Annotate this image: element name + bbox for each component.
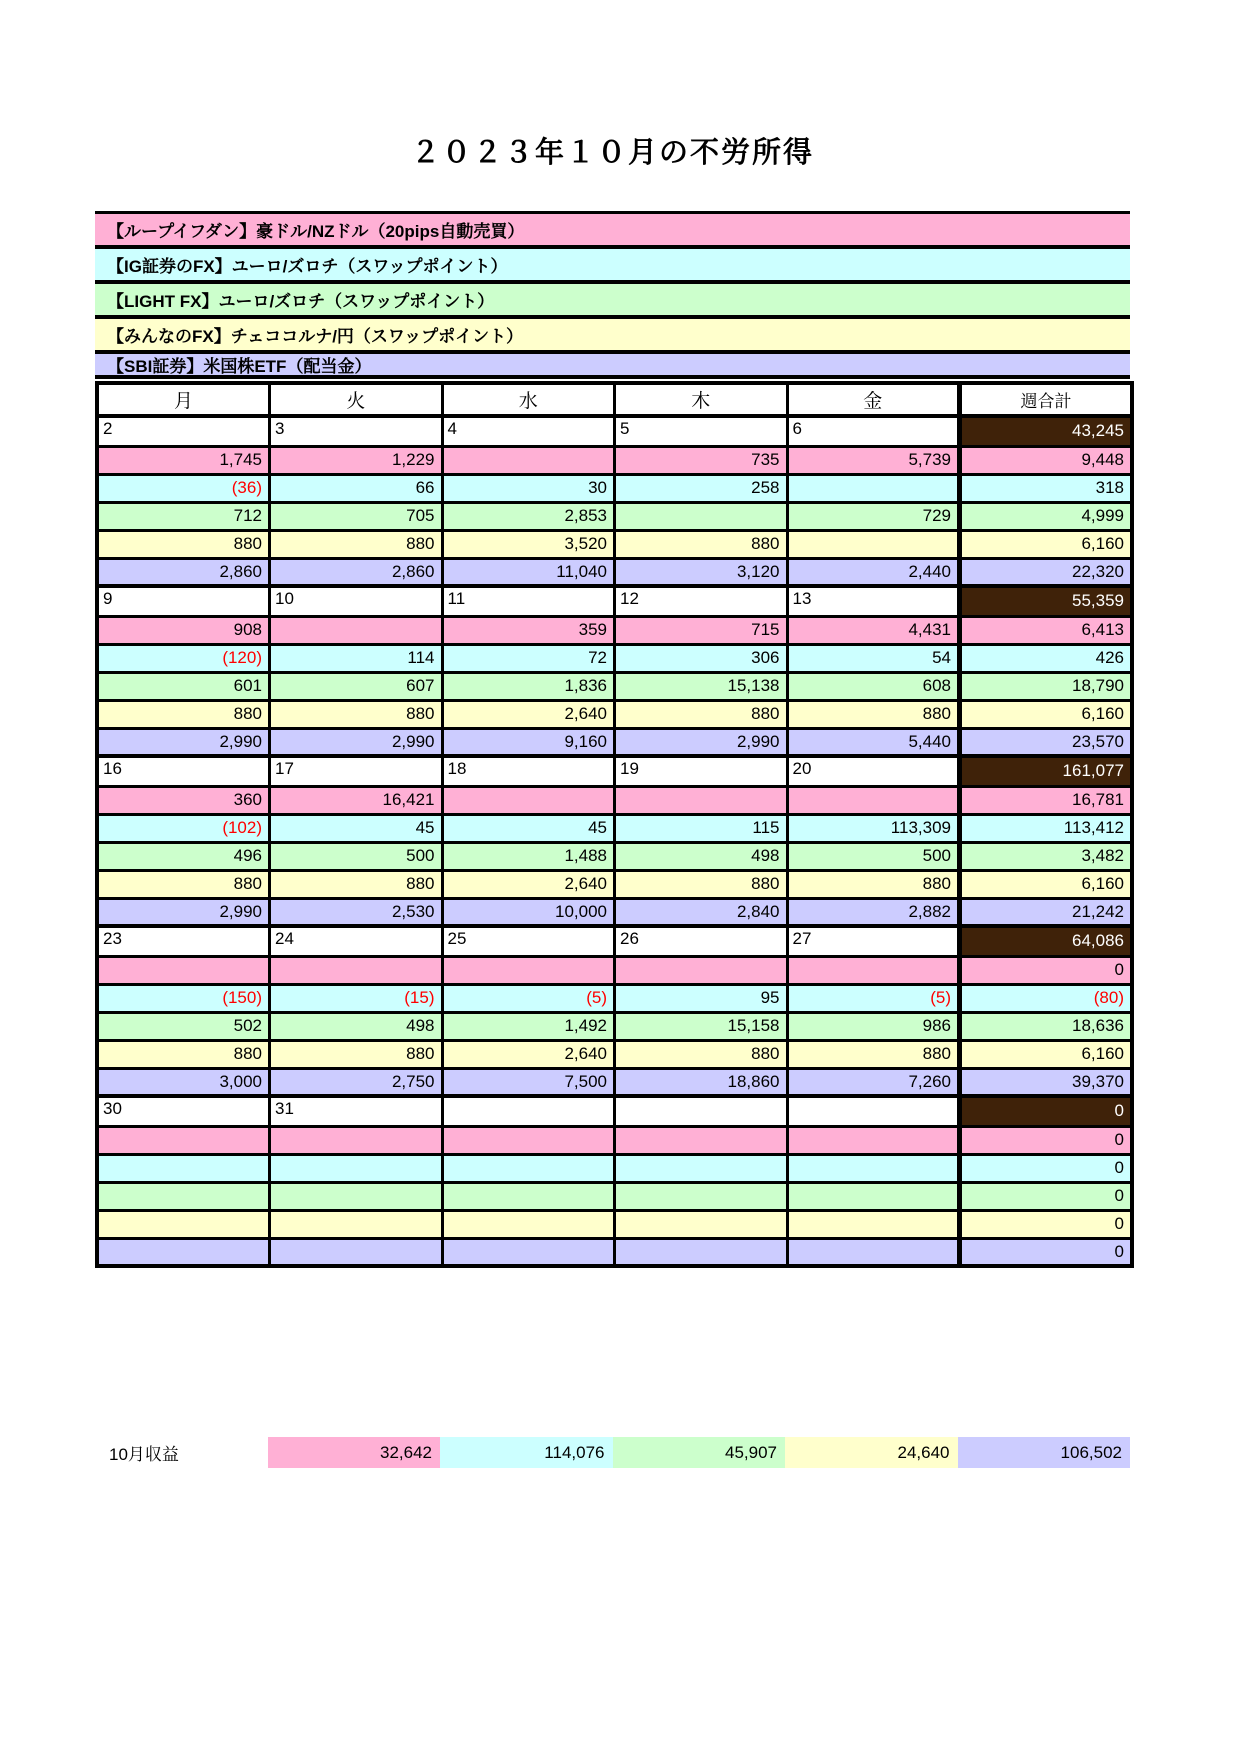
week-5-row-light-fx-eur-pln bbox=[97, 1182, 1132, 1210]
value-cell: 880 bbox=[270, 530, 443, 558]
row-total-cell: 318 bbox=[960, 474, 1133, 502]
row-total-cell: 23,570 bbox=[960, 728, 1133, 756]
value-cell: 1,836 bbox=[442, 672, 615, 700]
value-cell: 498 bbox=[270, 1012, 443, 1040]
legend-label: 【LIGHT FX】ユーロ/ズロチ（スワップポイント） bbox=[107, 292, 495, 311]
value-cell: 258 bbox=[615, 474, 788, 502]
row-total-cell: 6,160 bbox=[960, 530, 1133, 558]
legend-item-minna-fx-czk-jpy bbox=[95, 319, 1130, 354]
header-weekday: 水 bbox=[442, 383, 615, 416]
value-cell bbox=[787, 530, 960, 558]
day-cell: 12 bbox=[615, 586, 788, 616]
value-cell: 115 bbox=[615, 814, 788, 842]
day-cell: 31 bbox=[270, 1096, 443, 1126]
value-cell: 2,640 bbox=[442, 700, 615, 728]
value-cell bbox=[787, 1154, 960, 1182]
value-cell: 1,488 bbox=[442, 842, 615, 870]
value-cell: (15) bbox=[270, 984, 443, 1012]
value-cell: (120) bbox=[97, 644, 270, 672]
value-cell: 496 bbox=[97, 842, 270, 870]
value-cell: 72 bbox=[442, 644, 615, 672]
monthly-total-purple: 106,502 bbox=[958, 1437, 1131, 1468]
value-cell: 500 bbox=[787, 842, 960, 870]
value-cell: 7,260 bbox=[787, 1068, 960, 1096]
legend-label: 【ループイフダン】豪ドル/NZドル（20pips自動売買） bbox=[107, 222, 525, 241]
value-cell: 2,990 bbox=[97, 728, 270, 756]
legend-label: 【みんなのFX】チェココルナ/円（スワップポイント） bbox=[107, 327, 524, 346]
week-4-row-loop-ifdan-aud-nzd bbox=[97, 956, 1132, 984]
week-1-row-ig-fx-eur-pln bbox=[97, 474, 1132, 502]
value-cell bbox=[97, 1126, 270, 1154]
header-weekday: 金 bbox=[787, 383, 960, 416]
value-cell: 2,860 bbox=[270, 558, 443, 586]
value-cell: (5) bbox=[787, 984, 960, 1012]
value-cell: 500 bbox=[270, 842, 443, 870]
value-cell: 880 bbox=[97, 530, 270, 558]
value-cell: (5) bbox=[442, 984, 615, 1012]
week-4-day-row bbox=[97, 926, 1132, 956]
day-cell: 27 bbox=[787, 926, 960, 956]
legend-label: 【IG証券のFX】ユーロ/ズロチ（スワップポイント） bbox=[107, 257, 508, 276]
value-cell bbox=[442, 1126, 615, 1154]
row-total-cell: 426 bbox=[960, 644, 1133, 672]
value-cell: 3,000 bbox=[97, 1068, 270, 1096]
value-cell bbox=[442, 1154, 615, 1182]
value-cell: 3,120 bbox=[615, 558, 788, 586]
value-cell bbox=[97, 1210, 270, 1238]
week-total-cell: 0 bbox=[960, 1096, 1133, 1126]
value-cell: 880 bbox=[615, 700, 788, 728]
value-cell: 880 bbox=[615, 1040, 788, 1068]
value-cell bbox=[615, 1154, 788, 1182]
row-total-cell: 9,448 bbox=[960, 446, 1133, 474]
value-cell: 1,492 bbox=[442, 1012, 615, 1040]
value-cell: 2,990 bbox=[270, 728, 443, 756]
value-cell: 601 bbox=[97, 672, 270, 700]
week-5-row-loop-ifdan-aud-nzd bbox=[97, 1126, 1132, 1154]
legend-item-loop-ifdan-aud-nzd bbox=[95, 214, 1130, 249]
value-cell: 7,500 bbox=[442, 1068, 615, 1096]
day-cell: 16 bbox=[97, 756, 270, 786]
value-cell bbox=[615, 502, 788, 530]
value-cell: 880 bbox=[270, 1040, 443, 1068]
value-cell: (102) bbox=[97, 814, 270, 842]
value-cell: (36) bbox=[97, 474, 270, 502]
row-total-cell: 39,370 bbox=[960, 1068, 1133, 1096]
day-cell: 4 bbox=[442, 416, 615, 446]
value-cell bbox=[270, 956, 443, 984]
week-2-row-ig-fx-eur-pln bbox=[97, 644, 1132, 672]
value-cell: 2,840 bbox=[615, 898, 788, 926]
monthly-total-pink: 32,642 bbox=[268, 1437, 441, 1468]
day-cell bbox=[442, 1096, 615, 1126]
value-cell: 880 bbox=[270, 870, 443, 898]
legend-item-sbi-us-etf bbox=[95, 354, 1130, 379]
row-total-cell: 18,790 bbox=[960, 672, 1133, 700]
week-3-row-ig-fx-eur-pln bbox=[97, 814, 1132, 842]
day-cell: 19 bbox=[615, 756, 788, 786]
value-cell: 2,750 bbox=[270, 1068, 443, 1096]
row-total-cell: 0 bbox=[960, 956, 1133, 984]
row-total-cell: 0 bbox=[960, 1126, 1133, 1154]
value-cell bbox=[97, 956, 270, 984]
value-cell: 10,000 bbox=[442, 898, 615, 926]
value-cell bbox=[442, 1238, 615, 1266]
week-total-cell: 64,086 bbox=[960, 926, 1133, 956]
value-cell: 16,421 bbox=[270, 786, 443, 814]
value-cell: 306 bbox=[615, 644, 788, 672]
week-total-cell: 161,077 bbox=[960, 756, 1133, 786]
week-1-row-loop-ifdan-aud-nzd bbox=[97, 446, 1132, 474]
day-cell: 13 bbox=[787, 586, 960, 616]
row-total-cell: 113,412 bbox=[960, 814, 1133, 842]
week-2-row-loop-ifdan-aud-nzd bbox=[97, 616, 1132, 644]
week-4-row-light-fx-eur-pln bbox=[97, 1012, 1132, 1040]
row-total-cell: 0 bbox=[960, 1154, 1133, 1182]
page-title: ２０２３年１０月の不労所得 bbox=[410, 137, 814, 169]
value-cell: 880 bbox=[97, 700, 270, 728]
value-cell bbox=[615, 786, 788, 814]
week-3-row-sbi-us-etf bbox=[97, 898, 1132, 926]
row-total-cell: 6,413 bbox=[960, 616, 1133, 644]
week-2-row-light-fx-eur-pln bbox=[97, 672, 1132, 700]
row-total-cell: (80) bbox=[960, 984, 1133, 1012]
value-cell bbox=[97, 1182, 270, 1210]
row-total-cell: 0 bbox=[960, 1182, 1133, 1210]
value-cell: 54 bbox=[787, 644, 960, 672]
value-cell: 880 bbox=[787, 870, 960, 898]
value-cell: (150) bbox=[97, 984, 270, 1012]
value-cell: 5,739 bbox=[787, 446, 960, 474]
monthly-summary-row bbox=[95, 1437, 1130, 1468]
value-cell: 908 bbox=[97, 616, 270, 644]
value-cell bbox=[442, 786, 615, 814]
value-cell: 4,431 bbox=[787, 616, 960, 644]
row-total-cell: 6,160 bbox=[960, 870, 1133, 898]
row-total-cell: 4,999 bbox=[960, 502, 1133, 530]
value-cell: 880 bbox=[615, 530, 788, 558]
day-cell: 18 bbox=[442, 756, 615, 786]
legend-item-light-fx-eur-pln bbox=[95, 284, 1130, 319]
value-cell: 498 bbox=[615, 842, 788, 870]
row-total-cell: 6,160 bbox=[960, 1040, 1133, 1068]
header-weekday: 月 bbox=[97, 383, 270, 416]
row-total-cell: 18,636 bbox=[960, 1012, 1133, 1040]
value-cell: 45 bbox=[442, 814, 615, 842]
value-cell bbox=[270, 1210, 443, 1238]
day-cell: 5 bbox=[615, 416, 788, 446]
row-total-cell: 16,781 bbox=[960, 786, 1133, 814]
value-cell: 986 bbox=[787, 1012, 960, 1040]
value-cell: 2,990 bbox=[615, 728, 788, 756]
value-cell: 880 bbox=[615, 870, 788, 898]
value-cell bbox=[787, 786, 960, 814]
week-2-row-sbi-us-etf bbox=[97, 728, 1132, 756]
value-cell bbox=[615, 1210, 788, 1238]
value-cell: 359 bbox=[442, 616, 615, 644]
value-cell: 608 bbox=[787, 672, 960, 700]
value-cell: 11,040 bbox=[442, 558, 615, 586]
week-1-row-sbi-us-etf bbox=[97, 558, 1132, 586]
value-cell: 2,990 bbox=[97, 898, 270, 926]
value-cell: 705 bbox=[270, 502, 443, 530]
value-cell bbox=[97, 1238, 270, 1266]
row-total-cell: 22,320 bbox=[960, 558, 1133, 586]
value-cell: 1,229 bbox=[270, 446, 443, 474]
value-cell: 3,520 bbox=[442, 530, 615, 558]
value-cell: 880 bbox=[787, 700, 960, 728]
value-cell: 1,745 bbox=[97, 446, 270, 474]
value-cell bbox=[442, 1210, 615, 1238]
day-cell bbox=[787, 1096, 960, 1126]
value-cell bbox=[442, 1182, 615, 1210]
legend-label: 【SBI証券】米国株ETF（配当金） bbox=[107, 357, 372, 376]
value-cell bbox=[787, 1126, 960, 1154]
monthly-total-green: 45,907 bbox=[613, 1437, 786, 1468]
week-4-row-ig-fx-eur-pln bbox=[97, 984, 1132, 1012]
week-5-row-minna-fx-czk-jpy bbox=[97, 1210, 1132, 1238]
week-4-row-minna-fx-czk-jpy bbox=[97, 1040, 1132, 1068]
day-cell: 25 bbox=[442, 926, 615, 956]
value-cell: 607 bbox=[270, 672, 443, 700]
value-cell: 95 bbox=[615, 984, 788, 1012]
value-cell: 735 bbox=[615, 446, 788, 474]
header-week-total: 週合計 bbox=[960, 383, 1133, 416]
week-1-day-row bbox=[97, 416, 1132, 446]
day-cell: 11 bbox=[442, 586, 615, 616]
value-cell: 2,853 bbox=[442, 502, 615, 530]
monthly-total-cyan: 114,076 bbox=[440, 1437, 613, 1468]
value-cell: 2,640 bbox=[442, 870, 615, 898]
day-cell: 9 bbox=[97, 586, 270, 616]
week-4-row-sbi-us-etf bbox=[97, 1068, 1132, 1096]
value-cell bbox=[615, 1182, 788, 1210]
week-3-row-light-fx-eur-pln bbox=[97, 842, 1132, 870]
day-cell: 20 bbox=[787, 756, 960, 786]
value-cell: 15,138 bbox=[615, 672, 788, 700]
week-1-row-minna-fx-czk-jpy bbox=[97, 530, 1132, 558]
value-cell: 2,440 bbox=[787, 558, 960, 586]
day-cell: 10 bbox=[270, 586, 443, 616]
value-cell: 880 bbox=[787, 1040, 960, 1068]
weekday-header-row bbox=[97, 383, 1132, 416]
value-cell bbox=[270, 1238, 443, 1266]
day-cell: 17 bbox=[270, 756, 443, 786]
value-cell: 114 bbox=[270, 644, 443, 672]
value-cell: 880 bbox=[97, 1040, 270, 1068]
value-cell bbox=[442, 446, 615, 474]
value-cell bbox=[615, 1238, 788, 1266]
row-total-cell: 0 bbox=[960, 1210, 1133, 1238]
monthly-summary-label: 10月収益 bbox=[109, 1445, 179, 1464]
header-weekday: 木 bbox=[615, 383, 788, 416]
value-cell bbox=[787, 1182, 960, 1210]
value-cell: 18,860 bbox=[615, 1068, 788, 1096]
value-cell: 502 bbox=[97, 1012, 270, 1040]
value-cell: 5,440 bbox=[787, 728, 960, 756]
value-cell bbox=[787, 1238, 960, 1266]
value-cell: 360 bbox=[97, 786, 270, 814]
row-total-cell: 21,242 bbox=[960, 898, 1133, 926]
value-cell: 880 bbox=[97, 870, 270, 898]
day-cell: 30 bbox=[97, 1096, 270, 1126]
week-total-cell: 43,245 bbox=[960, 416, 1133, 446]
day-cell: 2 bbox=[97, 416, 270, 446]
value-cell bbox=[270, 1182, 443, 1210]
week-2-row-minna-fx-czk-jpy bbox=[97, 700, 1132, 728]
day-cell: 24 bbox=[270, 926, 443, 956]
value-cell bbox=[787, 474, 960, 502]
value-cell: 2,882 bbox=[787, 898, 960, 926]
week-5-row-sbi-us-etf bbox=[97, 1238, 1132, 1266]
day-cell: 3 bbox=[270, 416, 443, 446]
legend-item-ig-fx-eur-pln bbox=[95, 249, 1130, 284]
day-cell: 6 bbox=[787, 416, 960, 446]
value-cell bbox=[442, 956, 615, 984]
day-cell bbox=[615, 1096, 788, 1126]
row-total-cell: 0 bbox=[960, 1238, 1133, 1266]
week-5-day-row bbox=[97, 1096, 1132, 1126]
row-total-cell: 6,160 bbox=[960, 700, 1133, 728]
value-cell: 30 bbox=[442, 474, 615, 502]
value-cell bbox=[615, 1126, 788, 1154]
value-cell: 45 bbox=[270, 814, 443, 842]
week-5-row-ig-fx-eur-pln bbox=[97, 1154, 1132, 1182]
week-3-row-loop-ifdan-aud-nzd bbox=[97, 786, 1132, 814]
value-cell: 712 bbox=[97, 502, 270, 530]
value-cell: 113,309 bbox=[787, 814, 960, 842]
value-cell: 880 bbox=[270, 700, 443, 728]
value-cell bbox=[787, 956, 960, 984]
value-cell bbox=[615, 956, 788, 984]
value-cell: 715 bbox=[615, 616, 788, 644]
income-calendar-table bbox=[95, 381, 1134, 1268]
value-cell bbox=[270, 616, 443, 644]
day-cell: 26 bbox=[615, 926, 788, 956]
value-cell: 9,160 bbox=[442, 728, 615, 756]
monthly-total-yellow: 24,640 bbox=[785, 1437, 958, 1468]
value-cell: 2,860 bbox=[97, 558, 270, 586]
day-cell: 23 bbox=[97, 926, 270, 956]
value-cell bbox=[270, 1154, 443, 1182]
value-cell bbox=[787, 1210, 960, 1238]
row-total-cell: 3,482 bbox=[960, 842, 1133, 870]
week-3-row-minna-fx-czk-jpy bbox=[97, 870, 1132, 898]
week-1-row-light-fx-eur-pln bbox=[97, 502, 1132, 530]
week-3-day-row bbox=[97, 756, 1132, 786]
value-cell: 15,158 bbox=[615, 1012, 788, 1040]
value-cell: 2,640 bbox=[442, 1040, 615, 1068]
week-2-day-row bbox=[97, 586, 1132, 616]
value-cell: 2,530 bbox=[270, 898, 443, 926]
value-cell bbox=[270, 1126, 443, 1154]
value-cell bbox=[97, 1154, 270, 1182]
week-total-cell: 55,359 bbox=[960, 586, 1133, 616]
value-cell: 66 bbox=[270, 474, 443, 502]
header-weekday: 火 bbox=[270, 383, 443, 416]
income-source-legend bbox=[95, 211, 1130, 379]
value-cell: 729 bbox=[787, 502, 960, 530]
